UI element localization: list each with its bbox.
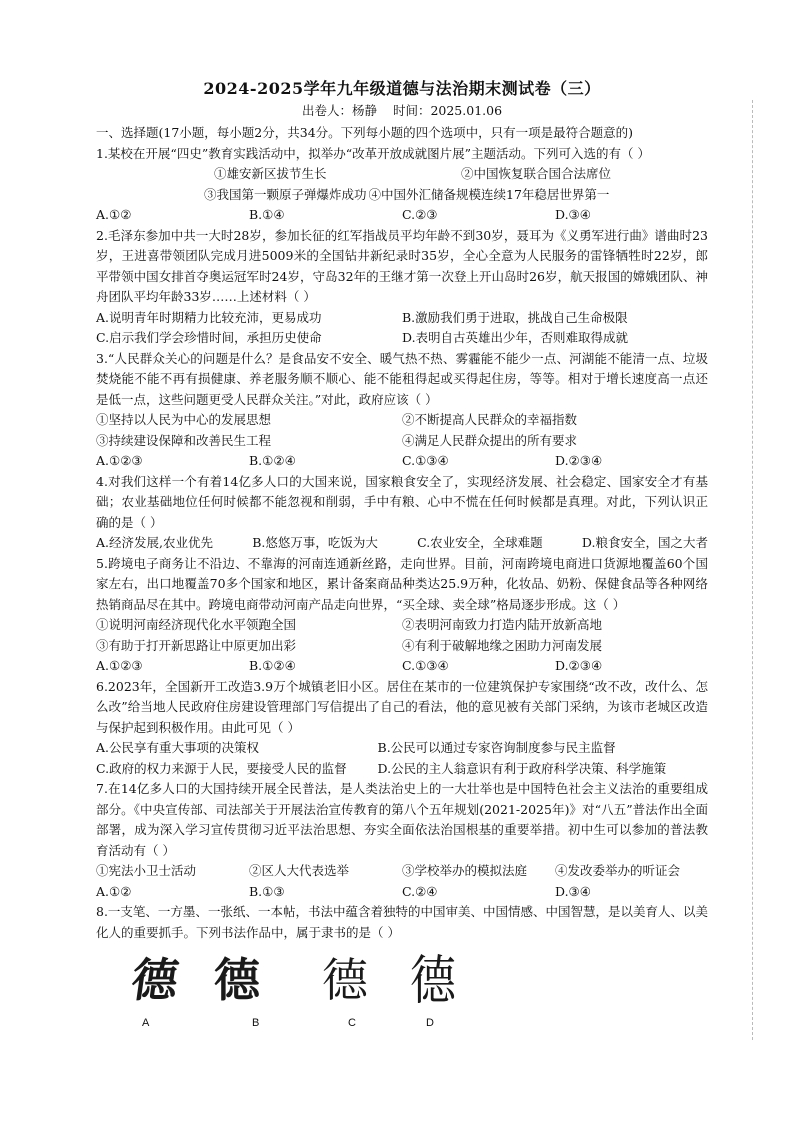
question-5-stem: 5.跨境电子商务让不沿边、不靠海的河南连通新丝路，走向世界。目前，河南跨境电商进口货源地覆盖60个国家左右，出口地覆盖70多个国家和地区，累计备案商品种类达25.9万种，化妆品、奶粉、保健食品等各种网络热销商品尽在其中。跨境电商带动河南产品走向世界，“买全球、卖全球”格局逐步形成。这（ ） — [96, 555, 708, 612]
question-3-stem: 3.“人民群众关心的问题是什么？是食品安不安全、暖气热不热、雾霾能不能少一点、河湖能不能清一点、垃圾焚烧能不能不再有损健康、养老服务顺不顺心、能不能租得起或买得起住房，等等。相对于增长速度高一点还是低一点，这些问题更受人民群众关注。”对此，政府应该（ ） — [96, 350, 708, 407]
calligraphy-label-a: A — [142, 1017, 150, 1029]
q6-option-d: D.公民的主人翁意识有利于政府科学决策、科学施策 — [377, 760, 667, 776]
binding-line — [752, 100, 759, 1040]
exam-title: 2024-2025学年九年级道德与法治期末测试卷（三） — [203, 79, 601, 98]
question-3-items-row1 — [96, 410, 708, 431]
q3-item-2: ②不断提高人民群众的幸福指数 — [402, 412, 578, 427]
question-4-options — [96, 533, 708, 554]
question-7-stem: 7.在14亿多人口的大国持续开展全民普法，是人类法治史上的一大壮举也是中国特色社会主义法治的重要组成部分。《中央宣传部、司法部关于开展法治宣传教育的第八个五年规划(2021-2025年)》对“八五”普法作出全面部署，成为深入学习宣传贯彻习近平法治思想、夯实全面依法治国根基的重要举措。初中生可以参加的普法教育活动有（ ） — [96, 781, 708, 858]
calligraphy-glyph-c: 德 — [322, 953, 368, 1007]
question-3-options — [96, 451, 708, 472]
calligraphy-samples — [96, 949, 708, 1041]
exam-time: 时间：2025.01.06 — [392, 103, 503, 118]
question-1-items-row2 — [96, 185, 708, 206]
exam-page — [96, 76, 708, 1041]
q7-option-a: A.①② — [96, 883, 132, 899]
question-3-items-row2 — [96, 431, 708, 452]
question-6-stem: 6.2023年，全国新开工改造3.9万个城镇老旧小区。居住在某市的一位建筑保护专家围绕“改不改，改什么、怎么改”给当地人民政府住房建设管理部门写信提出了自己的看法，他的意见被有关部门采纳，为该市老城区改造与保护起到积极作用。由此可见（ ） — [96, 678, 708, 735]
q5-item-4: ④有利于破解地缘之困助力河南发展 — [402, 637, 603, 653]
calligraphy-label-d: D — [426, 1017, 434, 1029]
q1-option-d: D.③④ — [555, 207, 591, 222]
q7-item-1: ①宪法小卫士活动 — [96, 863, 197, 878]
q5-option-d: D.②③④ — [555, 658, 603, 673]
calligraphy-glyph-b: 德 — [214, 953, 260, 1007]
calligraphy-label-b: B — [252, 1017, 260, 1029]
question-1-options — [96, 205, 708, 226]
q5-option-c: C.①③④ — [402, 658, 449, 673]
section-heading: 一、选择题(17小题，每小题2分，共34分。下列每小题的四个选项中，只有一项是最符合题意的) — [96, 125, 634, 140]
calligraphy-glyph-d: 德 — [410, 948, 456, 1012]
q6-option-a: A.公民享有重大事项的决策权 — [96, 740, 260, 755]
q4-option-b: B.悠悠万事，吃饭为大 — [252, 535, 378, 550]
author: 出卷人：杨静 — [301, 103, 377, 118]
question-7-items — [96, 861, 708, 882]
q6-option-c: C.政府的权力来源于人民，要接受人民的监督 — [96, 760, 347, 776]
question-1-stem: 1.某校在开展“四史”教育实践活动中，拟举办“改革开放成就图片展”主题活动。下列可入选的有（ ） — [96, 145, 650, 161]
question-6-options-row1 — [96, 738, 708, 759]
q6-option-b: B.公民可以通过专家咨询制度参与民主监督 — [377, 740, 616, 755]
q7-item-3: ③学校举办的模拟法庭 — [402, 863, 528, 878]
question-2-stem: 2.毛泽东参加中共一大时28岁，参加长征的红军指战员平均年龄不到30岁，聂耳为《义勇军进行曲》谱曲时23岁，王进喜带领团队完成月进5009米的全国钻井新纪录时35岁，全心全意为人民服务的雷锋牺牲时22岁，郎平带领中国女排首夺奥运冠军时24岁，守岛32年的王继才第一次登上开山岛时26岁，航天报国的嫦娥团队、神舟团队平均年龄33岁……上述材料（ ） — [96, 227, 708, 304]
question-4-stem: 4.对我们这样一个有着14亿多人口的大国来说，国家粮食安全了，实现经济发展、社会稳定、国家安全才有基础；农业基础地位任何时候都不能忽视和削弱，手中有粮、心中不慌在任何时候都是真理。对此，下列认识正确的是（ ） — [96, 473, 708, 530]
q4-option-d: D.粮食安全，国之大者 — [581, 535, 708, 550]
question-6-options-row2 — [96, 759, 708, 780]
q5-item-1: ①说明河南经济现代化水平领跑全国 — [96, 617, 297, 632]
question-7-options — [96, 882, 708, 903]
q1-item-3: ③我国第一颗原子弹爆炸成功 — [204, 186, 367, 202]
question-5-items-row2 — [96, 636, 708, 657]
q5-item-2: ②表明河南致力打造内陆开放新高地 — [402, 617, 603, 632]
q3-option-d: D.②③④ — [555, 453, 603, 468]
question-5-options — [96, 656, 708, 677]
q5-option-a: A.①②③ — [96, 658, 143, 673]
q3-item-4: ④满足人民群众提出的所有要求 — [402, 432, 578, 448]
question-5-items-row1 — [96, 615, 708, 636]
q2-option-c: C.启示我们学会珍惜时间，承担历史使命 — [96, 330, 322, 345]
q1-item-2: ②中国恢复联合国合法席位 — [461, 166, 612, 181]
q2-option-a: A.说明青年时期精力比较充沛，更易成功 — [96, 309, 322, 325]
q7-item-4: ④发改委举办的听证会 — [555, 863, 681, 878]
q2-option-b: B.激励我们勇于进取，挑战自己生命极限 — [402, 309, 628, 325]
q7-option-c: C.②④ — [402, 883, 438, 899]
question-2-options-row1 — [96, 308, 708, 329]
q4-option-c: C.农业安全，全球难题 — [417, 535, 543, 550]
q7-option-d: D.③④ — [555, 883, 591, 899]
q2-option-d: D.表明自古英雄出少年，否则难取得成就 — [402, 330, 629, 345]
q1-item-4: ④中国外汇储备规模连续17年稳居世界第一 — [368, 186, 610, 202]
q1-option-a: A.①② — [96, 207, 132, 222]
q3-item-3: ③持续建设保障和改善民生工程 — [96, 432, 272, 448]
q1-option-c: C.②③ — [402, 207, 438, 222]
q1-option-b: B.①④ — [249, 207, 285, 222]
q7-item-2: ②区人大代表选举 — [249, 863, 350, 878]
question-2-options-row2 — [96, 328, 708, 349]
q3-item-1: ①坚持以人民为中心的发展思想 — [96, 412, 272, 427]
calligraphy-label-c: C — [348, 1017, 356, 1029]
q5-item-3: ③有助于打开新思路让中原更加出彩 — [96, 637, 297, 653]
calligraphy-glyph-a: 德 — [128, 953, 182, 1007]
question-8-stem: 8.一支笔、一方墨、一张纸、一本帖，书法中蕴含着独特的中国审美、中国情感、中国智慧，是以美育人、以美化人的重要抓手。下列书法作品中，属于隶书的是（ ） — [96, 904, 708, 940]
q3-option-b: B.①②④ — [249, 453, 296, 468]
q7-option-b: B.①③ — [249, 883, 285, 899]
q3-option-a: A.①②③ — [96, 453, 143, 468]
q4-option-a: A.经济发展,农业优先 — [96, 535, 213, 550]
q5-option-b: B.①②④ — [249, 658, 296, 673]
q3-option-c: C.①③④ — [402, 453, 449, 468]
q1-item-1: ①雄安新区拔节生长 — [214, 166, 327, 181]
question-1-items-row1 — [96, 164, 708, 185]
exam-subtitle — [96, 101, 708, 119]
